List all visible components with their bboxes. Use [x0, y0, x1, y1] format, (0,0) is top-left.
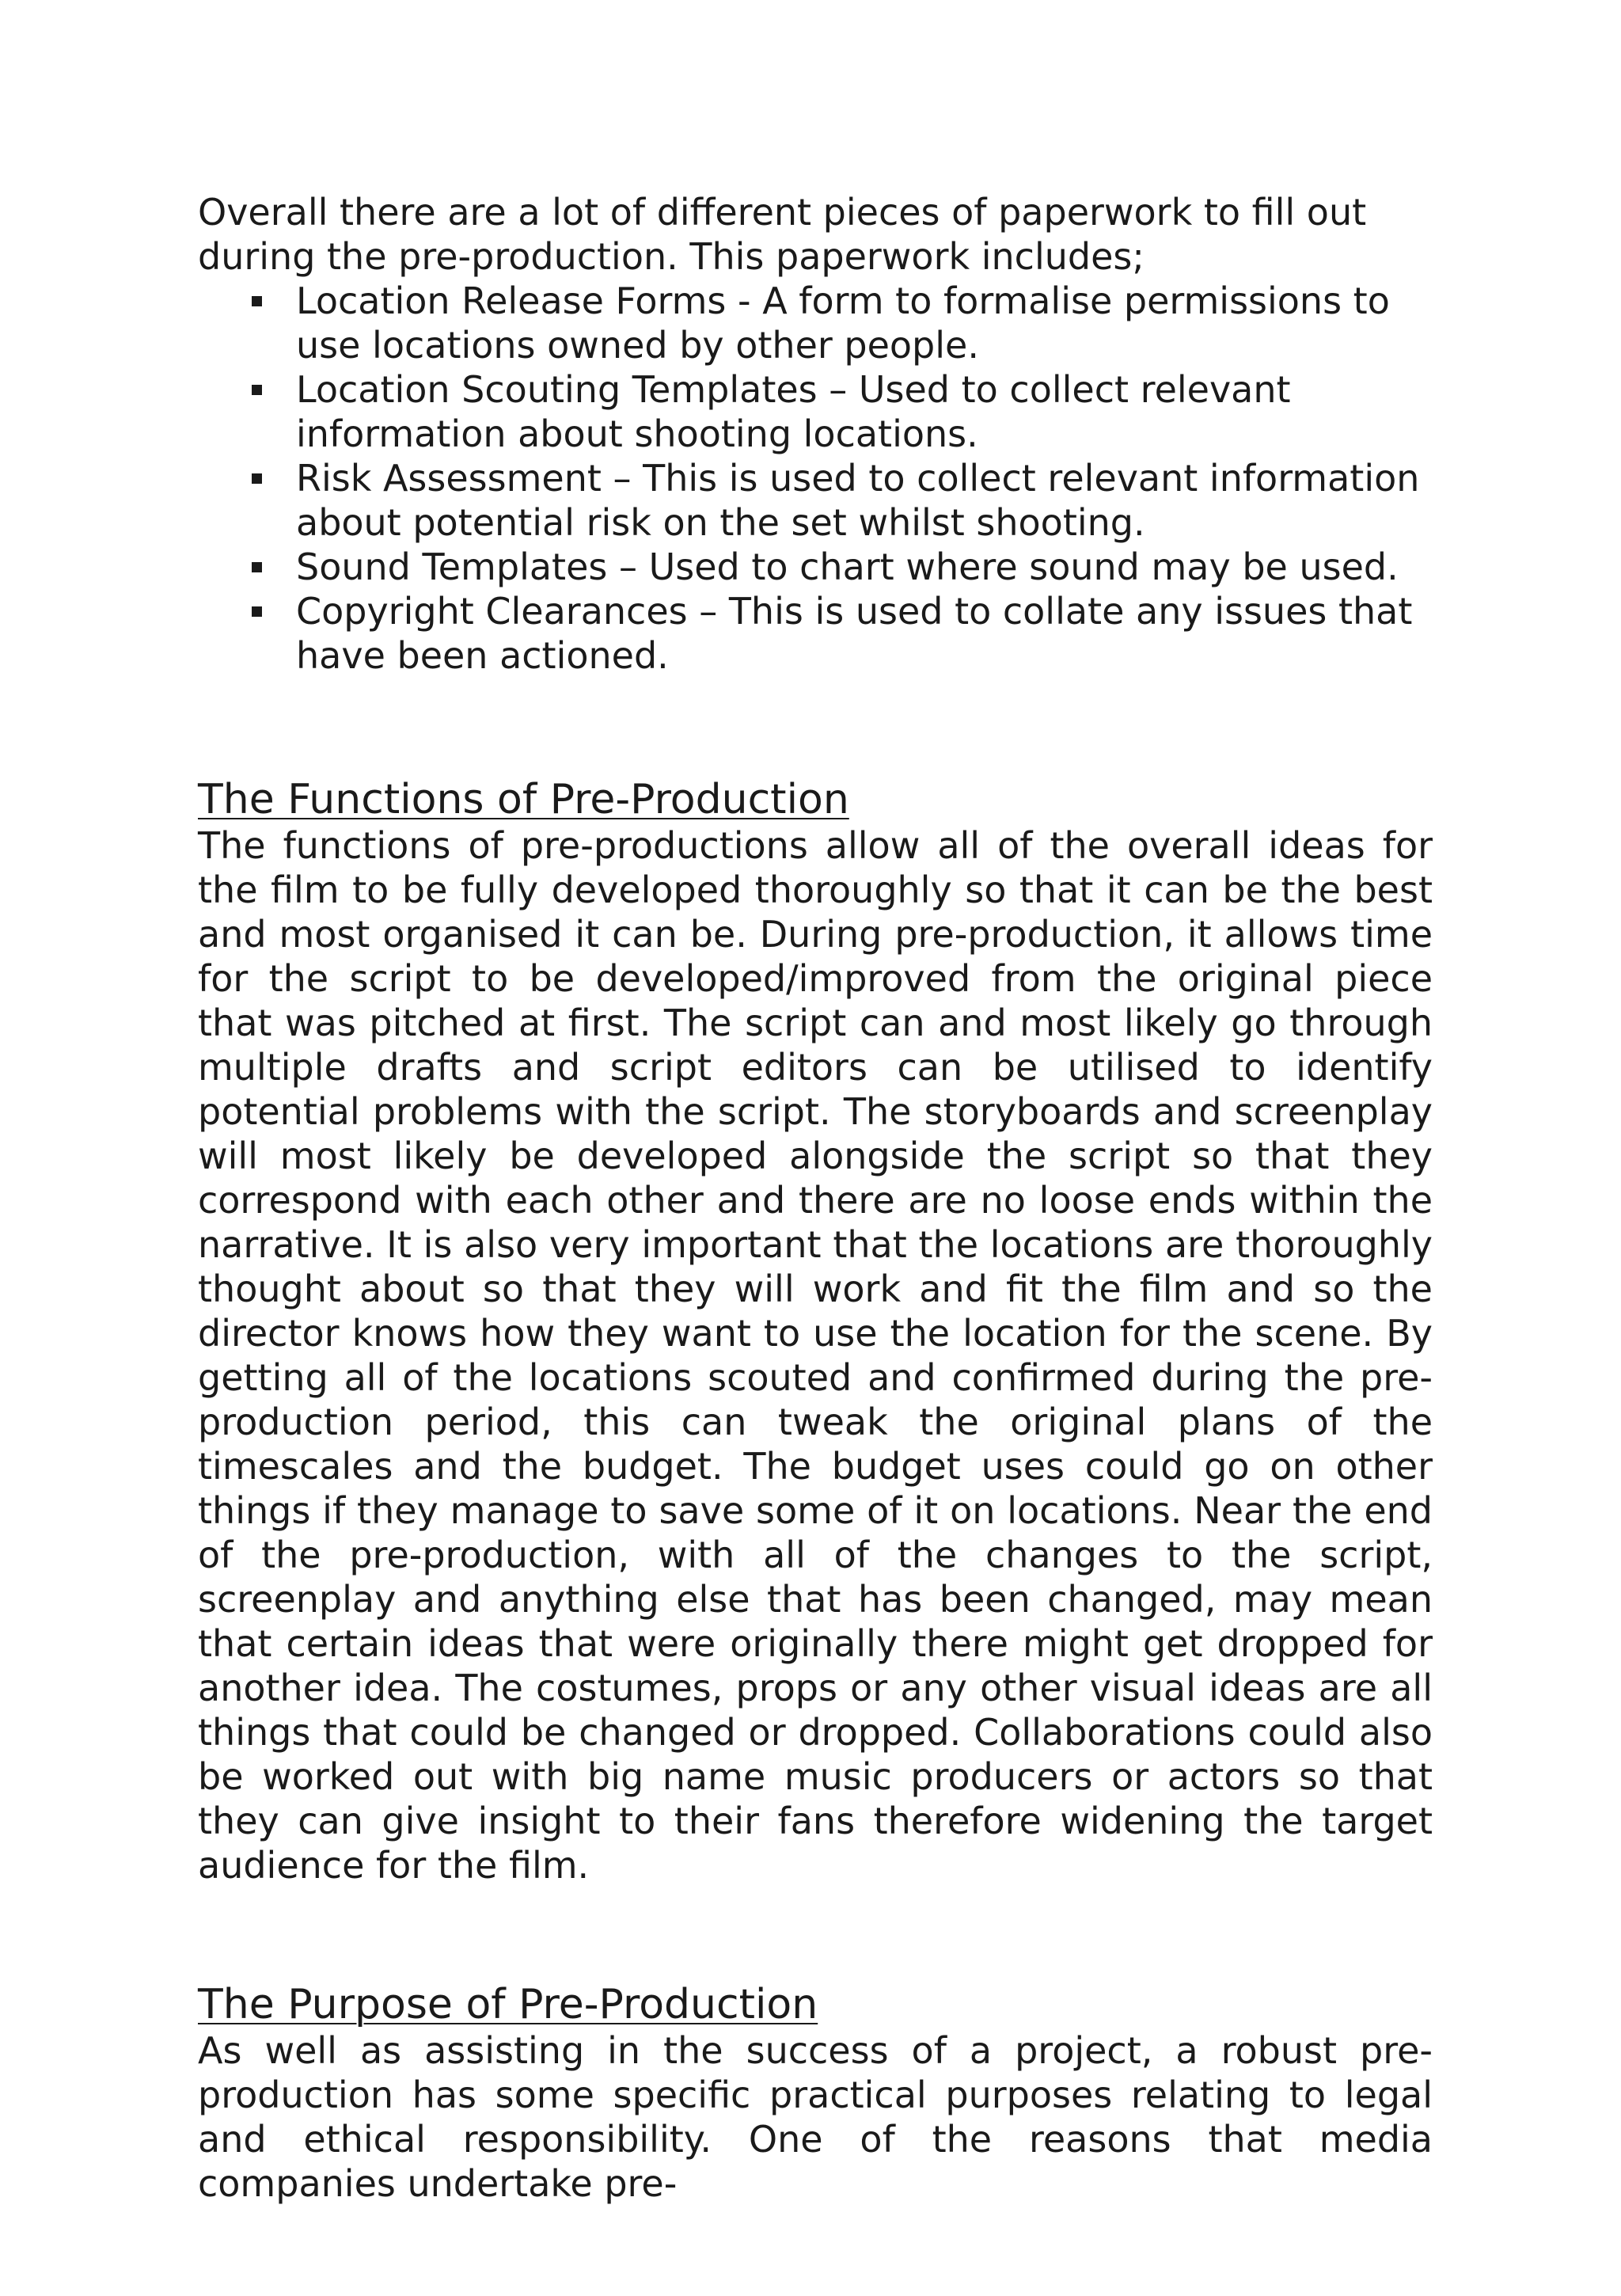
list-item: Location Scouting Templates – Used to collect relevant information about shooting locations. — [296, 367, 1433, 456]
list-item: Sound Templates – Used to chart where sound may be used. — [296, 545, 1433, 589]
document-page — [198, 190, 1433, 2206]
functions-paragraph: The functions of pre-productions allow all of the overall ideas for the film to be fully developed thoroughly so that it can be the best and most organised it can be. During pre-production, it allows time for the script to be developed/improved from the original piece that was pitched at first. The script can and most likely go through multiple drafts and script editors can be utilised to identify potential problems with the script. The storyboards and screenplay will most likely be developed alongside the script so that they correspond with each other and there are no loose ends within the narrative. It is also very important that the locations are thoroughly thought about so that they will work and fit the film and so the director knows how they want to use the location for the scene. By getting all of the locations scouted and confirmed during the pre-production period, this can tweak the original plans of the timescales and the budget. The budget uses could go on other things if they manage to save some of it on locations. Near the end of the pre-production, with all of the changes to the script, screenplay and anything else that has been changed, may mean that certain ideas that were originally there might get dropped for another idea. The costumes, props or any other visual ideas are all things that could be changed or dropped. Collaborations could also be worked out with big name music producers or actors so that they can give insight to their fans therefore widening the target audience for the film. — [198, 824, 1433, 1887]
functions-heading: The Functions of Pre-Production — [198, 776, 849, 823]
list-item: Risk Assessment – This is used to collect relevant information about potential risk on the set whilst shooting. — [296, 456, 1433, 545]
list-item: Copyright Clearances – This is used to collate any issues that have been actioned. — [296, 589, 1433, 678]
purpose-paragraph: As well as assisting in the success of a project, a robust pre-production has some specific practical purposes relating to legal and ethical responsibility. One of the reasons that media companies undertake pre- — [198, 2029, 1433, 2205]
purpose-heading: The Purpose of Pre-Production — [198, 1981, 818, 2028]
intro-paragraph: Overall there are a lot of different pieces of paperwork to fill out during the pre-production. This paperwork includes; — [198, 191, 1367, 278]
list-item: Location Release Forms - A form to formalise permissions to use locations owned by other people. — [296, 279, 1433, 367]
paperwork-list — [198, 279, 1433, 678]
